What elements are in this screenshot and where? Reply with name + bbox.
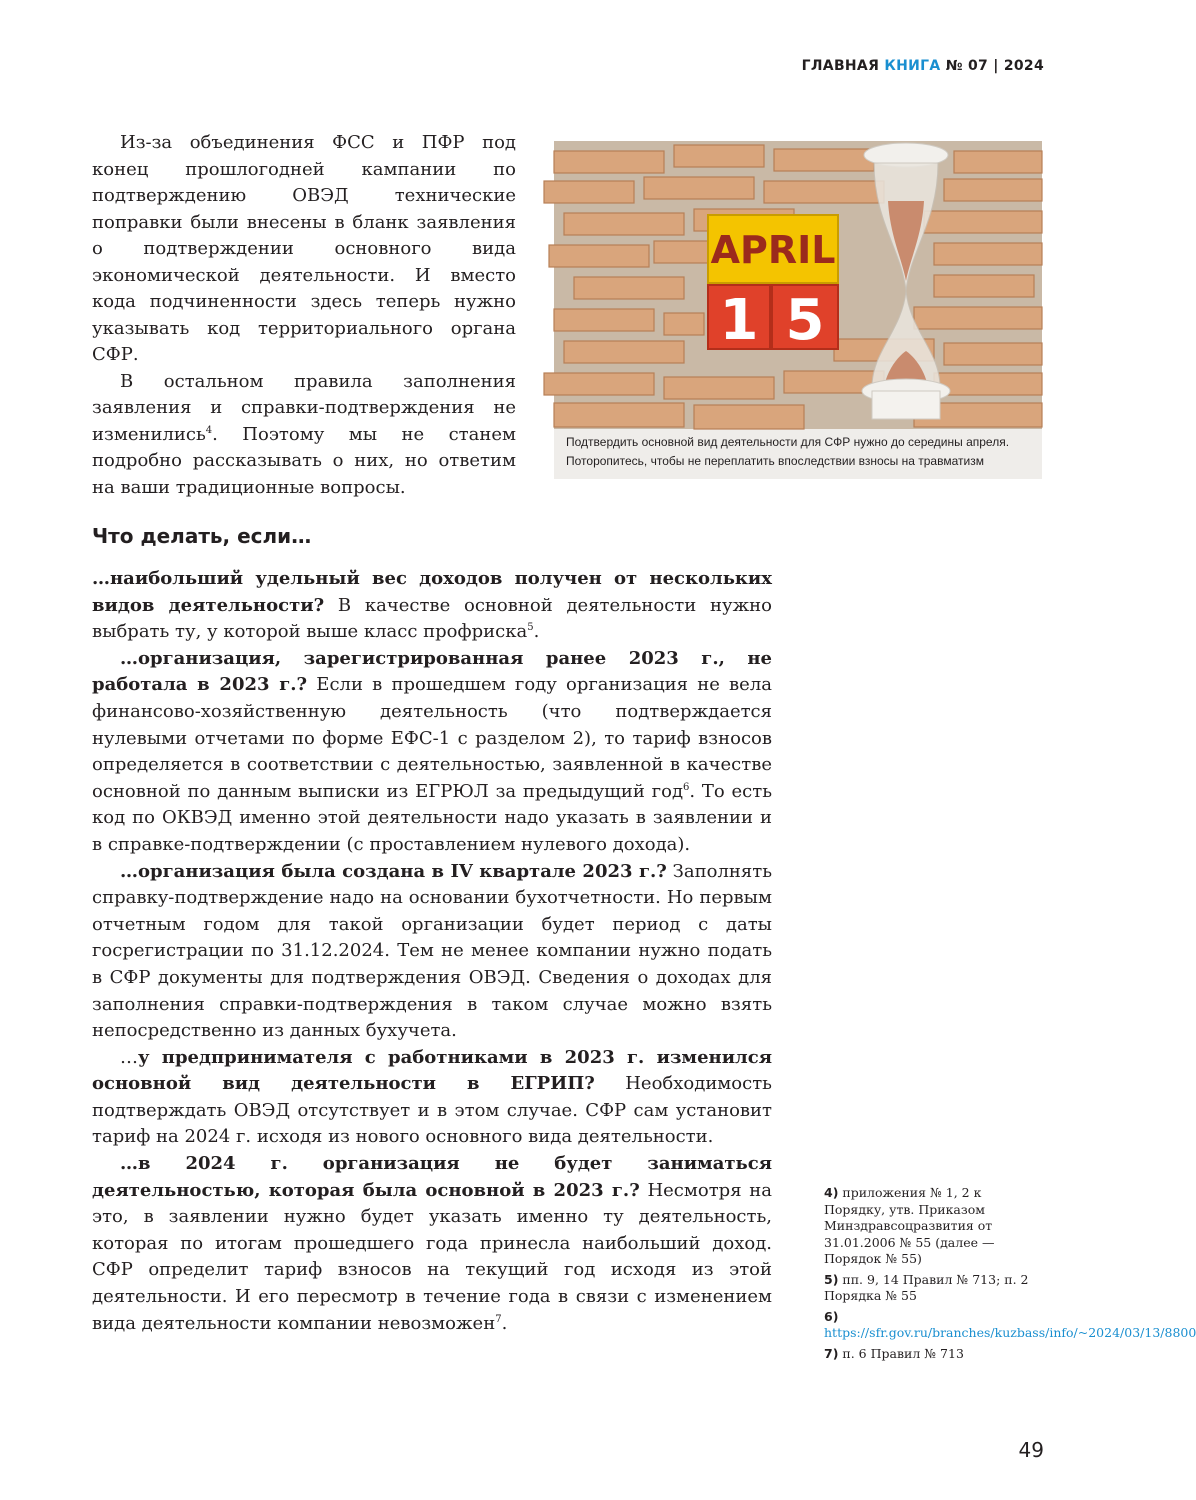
footnote-ref-4[interactable]: 4 bbox=[205, 424, 213, 436]
qa-answer: Несмотря на это, в заявлении нужно будет указать именно ту деятельность, которая по итогам прошедшего года принесла наибольший доход. СФР определит тариф взносов на текущий год исходя из этой деятельности. И его пересмотр в течение года в связи с изменением вида деятельности компании невозможен bbox=[92, 1179, 772, 1334]
footnote-ref-5[interactable]: 5 bbox=[527, 622, 534, 634]
intro-paragraph-2-tail: . Поэтому мы не станем подробно рассказывать о них, но ответим на ваши традиционные вопросы. bbox=[92, 423, 516, 498]
qa-answer: Если в прошедшем году организация не вела финансово-хозяйственную деятельность (что подтверждается нулевыми отчетами по форме ЕФС-1 с разделом 2), то тариф взносов определяется в соответствии с деятельностью, заявленной в качестве основной по данным выписки из ЕГРЮЛ за предыдущий год bbox=[92, 674, 772, 802]
calendar-day-digit-2: 5 bbox=[785, 288, 825, 353]
footnote-7 bbox=[824, 1346, 1034, 1363]
qa-item bbox=[92, 859, 772, 1045]
qa-answer: В качестве основной деятельности нужно выбрать ту, у которой выше класс профриска bbox=[92, 594, 772, 643]
qa-answer-tail: . То есть код по ОКВЭД именно этой деятельности надо указать в заявлении и в справке-подтверждении (с проставлением нулевого дохода). bbox=[92, 780, 773, 855]
footnote-ref-6[interactable]: 6 bbox=[683, 781, 690, 793]
qa-question: …организация, зарегистрированная ранее 2023 г., не работала в 2023 г.? bbox=[92, 647, 772, 696]
footnote-text: пп. 9, 14 Правил № 713; п. 2 Порядка № 55 bbox=[824, 1271, 1029, 1303]
magazine-title-part1: ГЛАВНАЯ bbox=[801, 58, 880, 74]
magazine-header bbox=[802, 58, 1044, 74]
qa-answer-tail: . bbox=[501, 1312, 508, 1334]
photo-caption-line-2: Поторопитесь, чтобы не переплатить впоследствии взносы на травматизм bbox=[566, 454, 984, 468]
footnote-number: 6) bbox=[824, 1308, 839, 1324]
intro-text bbox=[92, 130, 516, 501]
calendar-month: APRIL bbox=[710, 228, 836, 272]
footnote-4 bbox=[824, 1185, 1034, 1268]
issue-number: № 07 | 2024 bbox=[945, 58, 1044, 74]
qa-question: …организация была создана в IV квартале 2023 г.? bbox=[120, 860, 667, 882]
article-photo bbox=[554, 141, 1042, 479]
section-title: Что делать, если… bbox=[92, 524, 312, 548]
qa-item bbox=[92, 566, 772, 646]
footnote-6 bbox=[824, 1308, 1196, 1342]
footnote-text: приложения № 1, 2 к Порядку, утв. Приказом Минздравсоцразвития от 31.01.2006 № 55 (далее — Порядок № 55) bbox=[824, 1185, 995, 1266]
footnote-number: 4) bbox=[824, 1185, 839, 1200]
footnote-number: 7) bbox=[824, 1345, 839, 1361]
magazine-title-part2: КНИГА bbox=[884, 58, 941, 74]
qa-item bbox=[92, 646, 772, 859]
intro-paragraph-2-text: В остальном правила заполнения заявления и справки-подтверждения не изменились bbox=[92, 370, 516, 445]
intro-paragraph-1: Из-за объединения ФСС и ПФР под конец прошлогодней кампании по подтверждению ОВЭД технические поправки были внесены в бланк заявления о подтверждении основного вида экономической деятельности. И вместо кода подчиненности здесь теперь нужно указывать код территориального органа СФР. bbox=[92, 132, 516, 365]
qa-question: …наибольший удельный вес доходов получен от нескольких видов деятельности? bbox=[92, 568, 772, 616]
qa-question: у предпринимателя с работниками в 2023 г. изменился основной вид деятельности в ЕГРИП? bbox=[92, 1046, 772, 1095]
calendar-bricks-hourglass-image bbox=[554, 141, 1042, 429]
footnote-ref-7[interactable]: 7 bbox=[495, 1313, 502, 1325]
footnote-link[interactable]: https://sfr.gov.ru/branches/kuzbass/info/~2024/03/13/8800 bbox=[824, 1325, 1196, 1340]
qa-answer: Необходимость подтверждать ОВЭД отсутствует и в этом случае. СФР сам установит тариф на 2024 г. исходя из нового основного вида деятельности. bbox=[92, 1073, 772, 1148]
qa-answer-tail: . bbox=[533, 621, 540, 643]
qa-item bbox=[92, 1045, 772, 1151]
footnotes bbox=[824, 1185, 1196, 1366]
photo-caption bbox=[566, 433, 1036, 471]
intro-paragraph-2 bbox=[92, 369, 516, 502]
footnote-number: 5) bbox=[824, 1271, 839, 1287]
footnote-5 bbox=[824, 1272, 1034, 1305]
photo-caption-line-1: Подтвердить основной вид деятельности для СФР нужно до середины апреля. bbox=[566, 435, 1010, 449]
page-number: 49 bbox=[1018, 1438, 1044, 1462]
qa-section bbox=[92, 566, 772, 1337]
calendar-day-digit-1: 1 bbox=[719, 288, 759, 353]
qa-answer: Заполнять справку-подтверждение надо на основании бухотчетности. Но первым отчетным годом для такой организации будет период с даты госрегистрации по 31.12.2024. Тем не менее компании нужно подать в СФР документы для подтверждения ОВЭД. Сведения о доходах для заполнения справки-подтверждения в таком случае можно взять непосредственно из данных бухучета. bbox=[92, 860, 773, 1042]
qa-item bbox=[92, 1151, 772, 1337]
footnote-text: п. 6 Правил № 713 bbox=[838, 1345, 964, 1361]
qa-question: …в 2024 г. организация не будет заниматься деятельностью, которая была основной в 2023 г.? bbox=[92, 1153, 772, 1201]
qa-question-prefix: … bbox=[120, 1046, 138, 1068]
